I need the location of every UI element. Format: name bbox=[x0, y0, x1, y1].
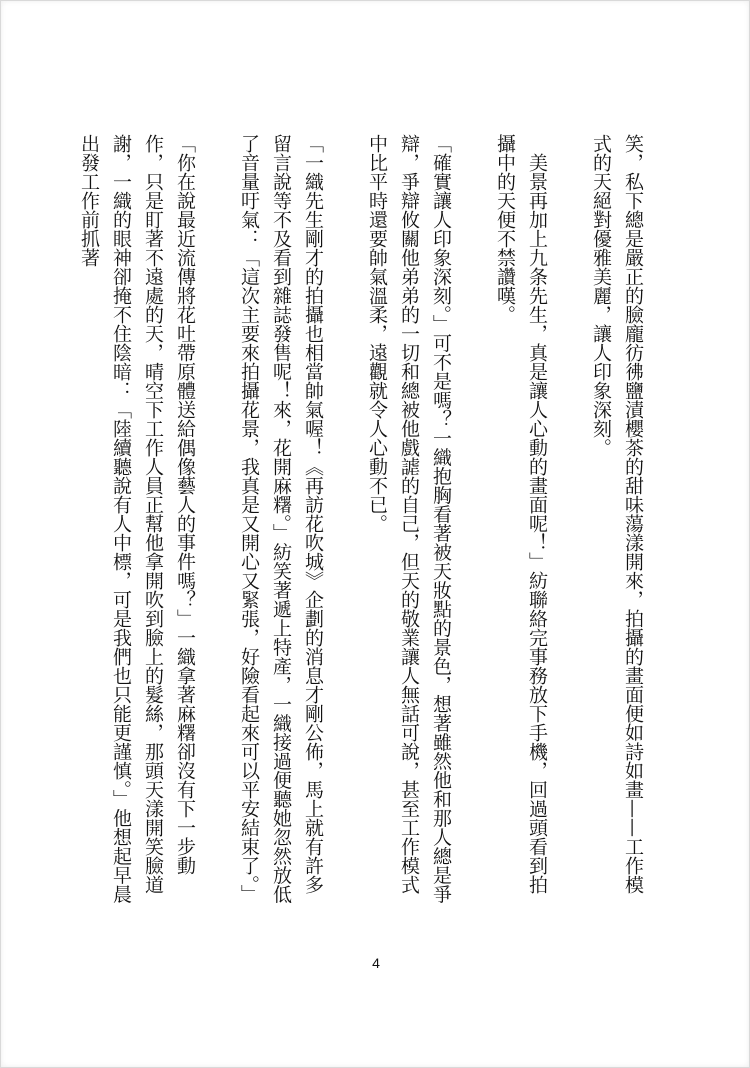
paragraph-3: 「確實讓人印象深刻。」可不是嗎？一織抱胸看著被天妝點的景色，想著雖然他和那人總是爭辯，爭辯攸關他弟弟的一切和總被他戲謔的自己，但天的敬業讓人無話可說，甚至工作模式中比平時還要帥氣溫柔，遠觀就令人心動不已。 bbox=[366, 134, 452, 904]
page-number: 4 bbox=[372, 955, 380, 971]
paragraph-spacer-2 bbox=[457, 134, 489, 135]
paragraph-5: 「你在說最近流傳將花吐帶原體送給偶像藝人的事件嗎？」一織拿著麻糬卻沒有下一步動作，只是盯著不遠處的天，晴空下工作人員正幫他拿開吹到臉上的髮絲，那頭天漾開笑臉道謝，一織的眼神卻掩不住陰暗：「陸續聽說有人中標，可是我們也只能更謹慎。」他想起早晨出發工作前抓著 bbox=[78, 134, 196, 904]
paragraph-spacer-3 bbox=[329, 134, 361, 135]
paragraph-1: 笑，私下總是嚴正的臉龐彷彿鹽漬櫻茶的甜味蕩漾開來，拍攝的畫面便如詩如畫——工作模式的天絕對優雅美麗，讓人印象深刻。 bbox=[590, 134, 644, 894]
vertical-body-text bbox=[49, 134, 649, 904]
paragraph-spacer-4 bbox=[201, 134, 233, 135]
paragraph-spacer-1 bbox=[553, 134, 585, 135]
paragraph-2: 美景再加上九条先生，真是讓人心動的畫面呢！」紡聯絡完事務放下手機，回過頭看到拍攝中的天便不禁讚嘆。 bbox=[494, 134, 548, 894]
paragraph-4: 「一織先生剛才的拍攝也相當帥氣喔！《再訪花吹城》企劃的消息才剛公佈，馬上就有許多留言說等不及看到雜誌發售呢！來，花開麻糬。」紡笑著遞上特產，一織接過便聽她忽然放低了音量吁氣：「這次主要來拍攝花景，我真是又開心又緊張，好險看起來可以平安結束了。」 bbox=[238, 134, 324, 904]
